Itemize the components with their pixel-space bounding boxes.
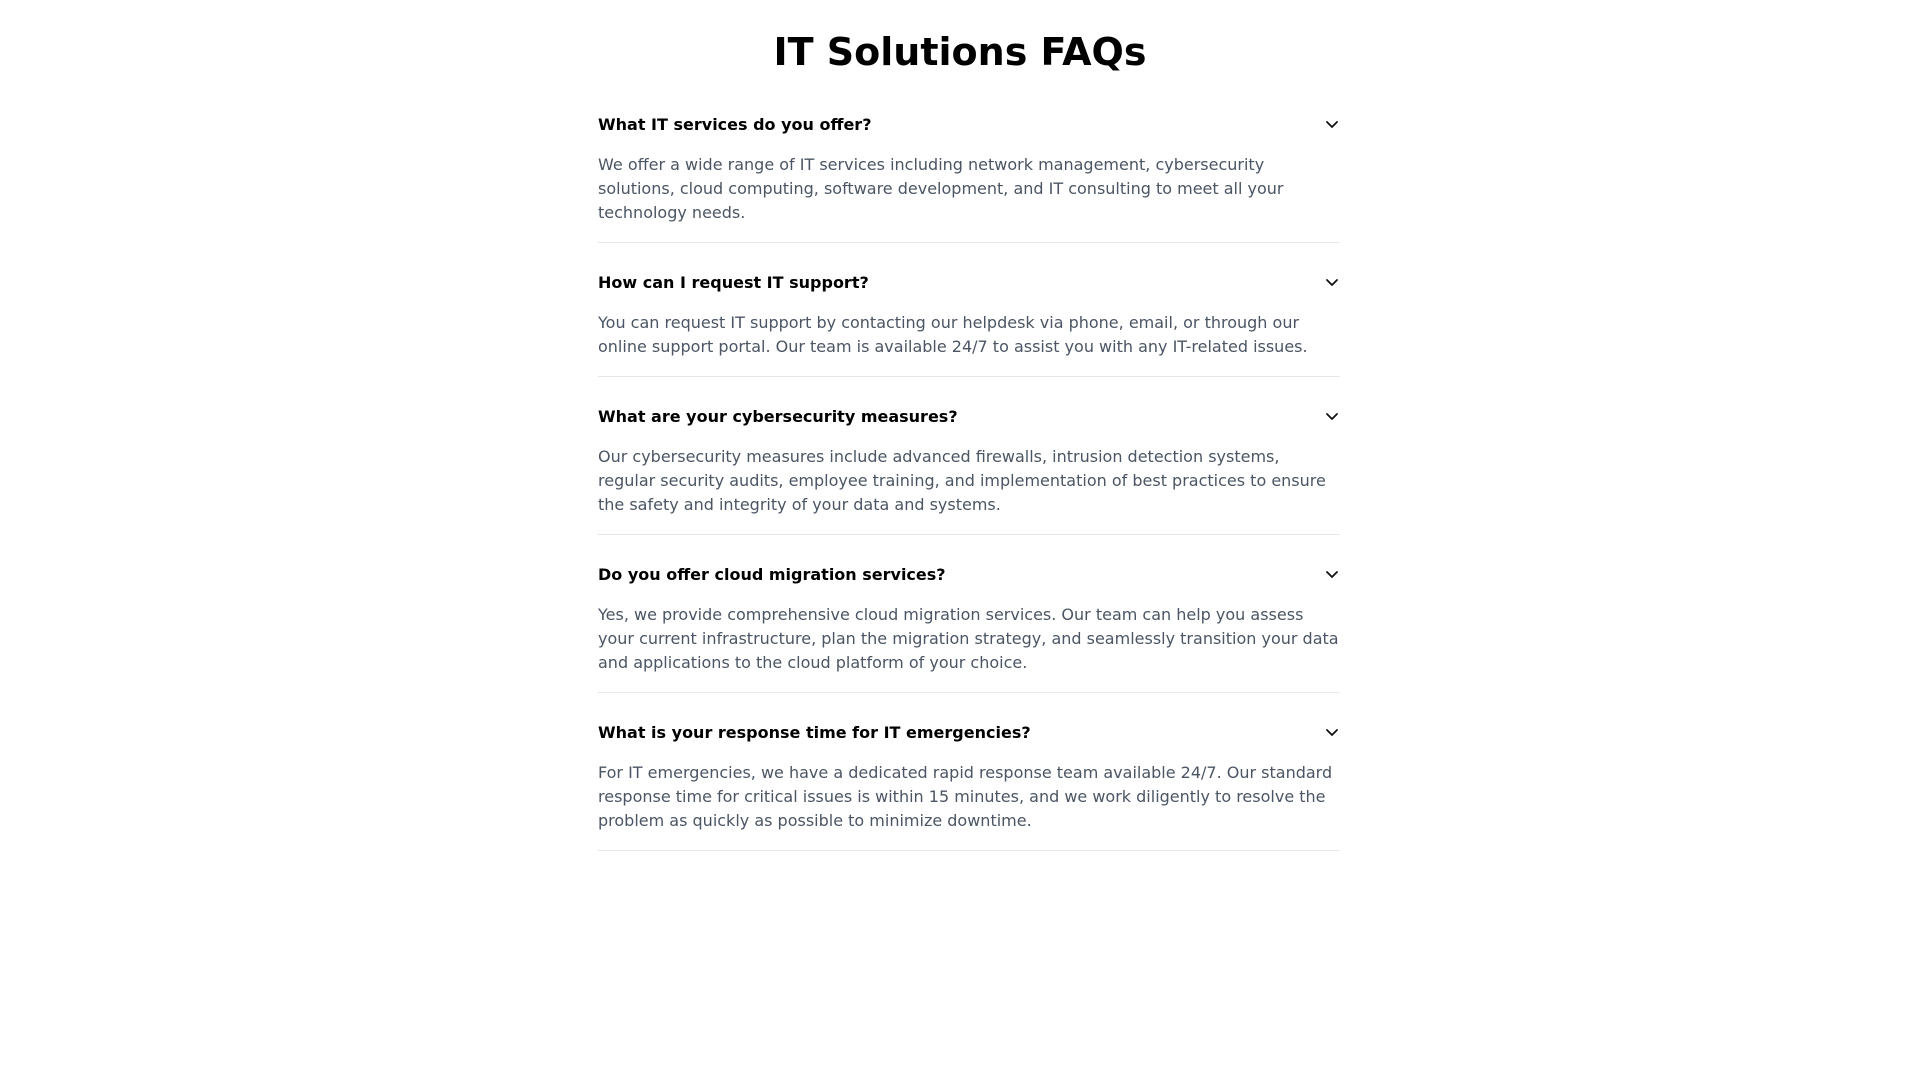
faq-answer: Our cybersecurity measures include advanced firewalls, intrusion detection systems, regular security audits, employee training, and implementation of best practices to ensure the safety and integrity of your data and systems. — [598, 447, 1326, 514]
chevron-down-icon[interactable] — [1324, 724, 1340, 740]
faq-question-toggle[interactable] — [598, 257, 1340, 307]
faq-answer: You can request IT support by contacting our helpdesk via phone, email, or through our online support portal. Our team is available 24/7 to assist you with any IT-related issues. — [598, 313, 1308, 356]
page-title: IT Solutions FAQs — [773, 30, 1147, 74]
faq-answer: Yes, we provide comprehensive cloud migration services. Our team can help you assess your current infrastructure, plan the migration strategy, and seamlessly transition your data and applications to the cloud platform of your choice. — [598, 605, 1339, 672]
faq-question-text: Do you offer cloud migration services? — [598, 564, 946, 584]
chevron-down-icon[interactable] — [1324, 408, 1340, 424]
faq-question-text: What are your cybersecurity measures? — [598, 406, 958, 426]
faq-answer: For IT emergencies, we have a dedicated rapid response team available 24/7. Our standard response time for critical issues is within 15 minutes, and we work diligently to resolve the problem as quickly as possible to minimize downtime. — [598, 763, 1333, 830]
faq-question-toggle[interactable] — [598, 707, 1340, 757]
faq-question-text: What IT services do you offer? — [598, 114, 872, 134]
faq-answer: We offer a wide range of IT services including network management, cybersecurity solutions, cloud computing, software development, and IT consulting to meet all your technology needs. — [598, 155, 1284, 222]
faq-item — [598, 99, 1340, 243]
faq-item — [598, 257, 1340, 377]
chevron-down-icon[interactable] — [1324, 274, 1340, 290]
faq-item — [598, 707, 1340, 851]
faq-question-text: How can I request IT support? — [598, 272, 869, 292]
faq-question-toggle[interactable] — [598, 391, 1340, 441]
faq-item — [598, 549, 1340, 693]
faq-question-toggle[interactable] — [598, 549, 1340, 599]
faq-item — [598, 391, 1340, 535]
chevron-down-icon[interactable] — [1324, 116, 1340, 132]
faq-list — [598, 99, 1340, 865]
chevron-down-icon[interactable] — [1324, 566, 1340, 582]
faq-question-text: What is your response time for IT emergencies? — [598, 722, 1031, 742]
faq-question-toggle[interactable] — [598, 99, 1340, 149]
